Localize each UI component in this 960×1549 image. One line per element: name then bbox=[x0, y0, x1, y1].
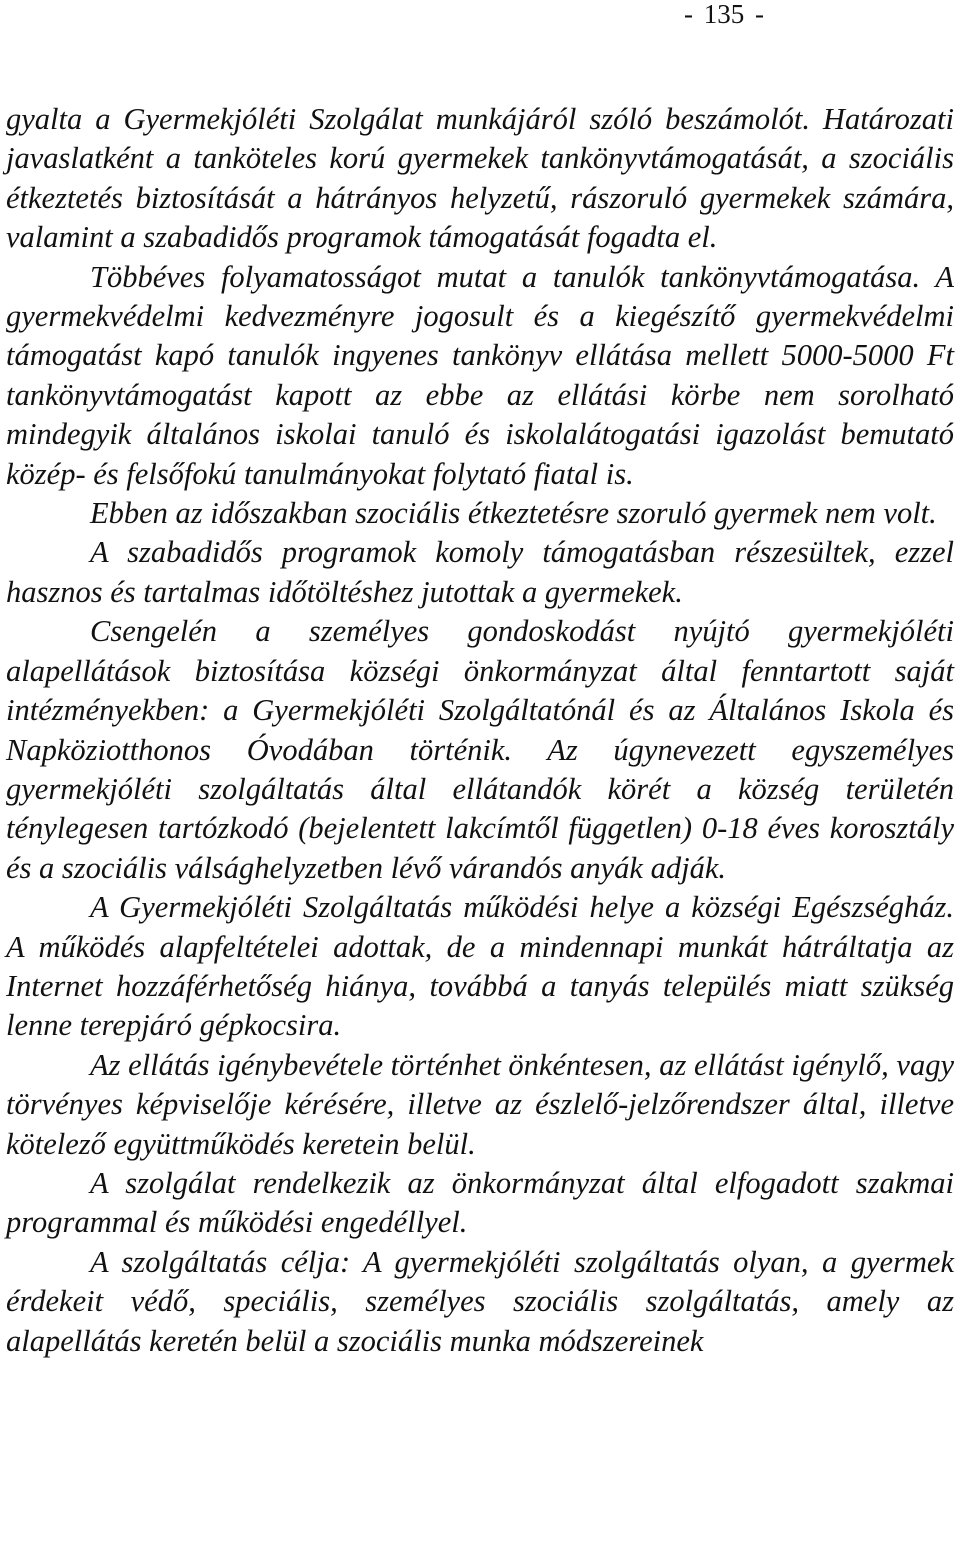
paragraph-5: Csengelén a személyes gondoskodást nyújtó gyermekjóléti alapellátások biztosítása községi önkormányzat által fenntartott saját intézményekben: a Gyermekjóléti Szolgáltatónál és az Általános Iskola és Napköziotthonos Óvodában történik. Az úgynevezett egyszemélyes gyermekjóléti szolgáltatás által ellátandók körét a község területén ténylegesen tartózkodó (bejelentett lakcímtől független) 0-18 éves korosztály és a szociális válsághelyzetben lévő várandós anyák adják. bbox=[6, 614, 954, 885]
paragraph-2: Többéves folyamatosságot mutat a tanulók tankönyvtámogatása. A gyermekvédelmi kedvezményre jogosult és a kiegészítő gyermekvédelmi támogatást kapó tanulók ingyenes tankönyv ellátása mellett 5000-5000 Ft tankönyvtámogatást kapott az ebbe az ellátási körbe nem sorolható mindegyik általános iskolai tanuló és iskolalátogatási igazolást bemutató közép- és felsőfokú tanulmányokat folytató fiatal is. bbox=[6, 259, 954, 491]
paragraph-1: gyalta a Gyermekjóléti Szolgálat munkájáról szóló beszámolót. Határozati javaslatként a tanköteles korú gyermekek tankönyvtámogatását, a szociális étkeztetés biztosítását a hátrányos helyzetű, rászoruló gyermekek számára, valamint a szabadidős programok támogatását fogadta el. bbox=[6, 102, 954, 255]
paragraph-4: A szabadidős programok komoly támogatásban részesültek, ezzel hasznos és tartalmas időtöltéshez jutottak a gyermekek. bbox=[6, 535, 954, 609]
paragraph-3: Ebben az időszakban szociális étkeztetésre szoruló gyermek nem volt. bbox=[90, 496, 937, 531]
paragraph-6: A Gyermekjóléti Szolgáltatás működési helye a községi Egészségház. A működés alapfeltételei adottak, de a mindennapi munkát hátráltatja az Internet hozzáférhetőség hiánya, továbbá a tanyás település miatt szükség lenne terepjáró gépkocsira. bbox=[6, 890, 954, 1043]
body-text bbox=[6, 100, 954, 1361]
paragraph-8: A szolgálat rendelkezik az önkormányzat által elfogadott szakmai programmal és működési engedéllyel. bbox=[6, 1165, 954, 1240]
page-number: - 135 - bbox=[684, 0, 764, 29]
paragraph-7: Az ellátás igénybevétele történhet önkéntesen, az ellátást igénylő, vagy törvényes képviselője kérésére, illetve az észlelő-jelzőrendszer által, illetve kötelező együttműködés keretein belül. bbox=[6, 1047, 954, 1161]
paragraph-9: A szolgáltatás célja: A gyermekjóléti szolgáltatás olyan, a gyermek érdekeit védő, speciális, személyes szociális szolgáltatás, amely az alapellátás keretén belül a szociális munka módszereinek bbox=[6, 1244, 954, 1358]
